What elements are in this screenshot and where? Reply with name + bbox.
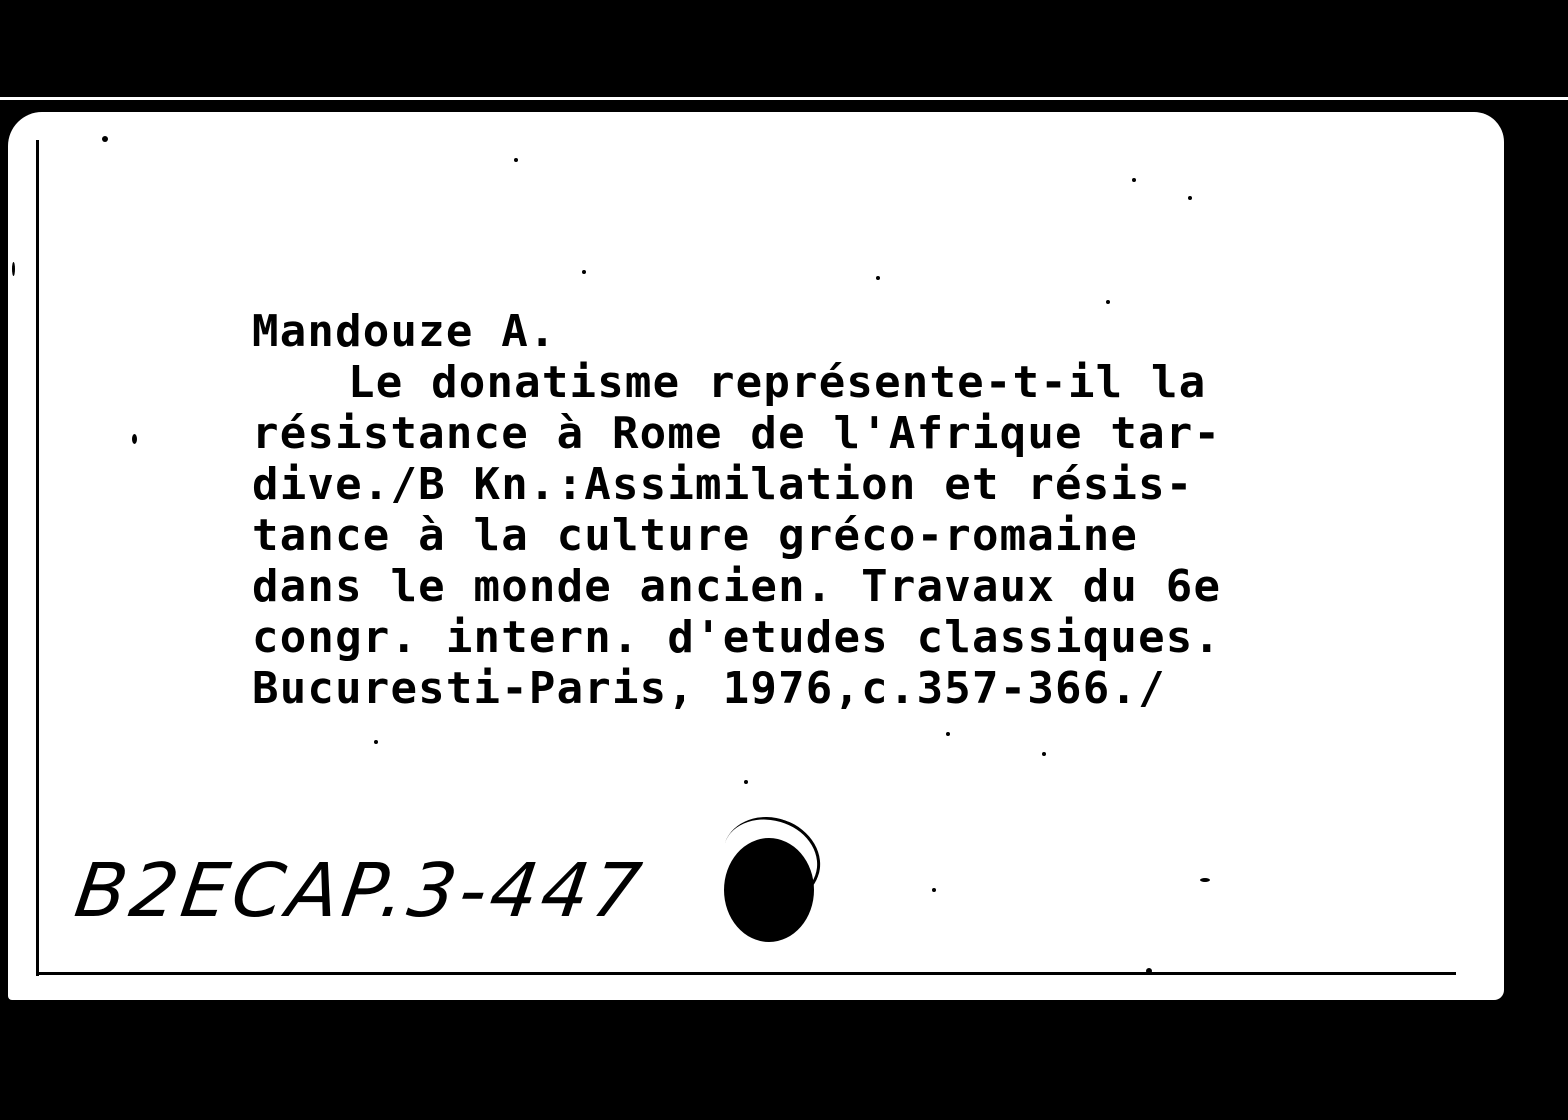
scan-speck — [1042, 752, 1046, 756]
entry-line-7: Bucuresti-Paris, 1976,c.357-366./ — [252, 663, 1166, 714]
card-bottom-line — [36, 972, 1456, 975]
card-left-margin-line — [36, 140, 39, 976]
entry-line-4: tance à la culture gréco-romaine — [252, 510, 1139, 561]
author-name: Mandouze A. — [252, 306, 557, 357]
scan-speck — [932, 888, 936, 892]
entry-line-2: résistance à Rome de l'Afrique tar- — [252, 408, 1222, 459]
entry-line-1: Le donatisme représente-t-il la — [348, 357, 1207, 408]
scan-speck — [514, 158, 518, 162]
bibliographic-entry — [252, 306, 1372, 714]
entry-line-6: congr. intern. d'etudes classiques. — [252, 612, 1222, 663]
scan-speck — [132, 434, 137, 444]
scan-speck — [1188, 196, 1192, 200]
scan-speck — [1146, 968, 1152, 974]
scan-speck — [1106, 300, 1110, 304]
scan-speck — [1200, 878, 1210, 882]
scan-speck — [582, 270, 586, 274]
scan-speck — [946, 732, 950, 736]
entry-line-3: dive./B Kn.:Assimilation et résis- — [252, 459, 1194, 510]
punch-hole — [724, 838, 814, 942]
scan-speck — [12, 262, 15, 276]
scan-speck — [102, 136, 108, 142]
entry-line-5: dans le monde ancien. Travaux du 6e — [252, 561, 1222, 612]
scan-speck — [374, 740, 378, 744]
top-rule — [0, 97, 1568, 100]
scan-speck — [876, 276, 880, 280]
scan-speck — [744, 780, 748, 784]
scan-speck — [1132, 178, 1136, 182]
handwritten-shelfmark: B2ECAP.3-447 — [69, 848, 650, 934]
